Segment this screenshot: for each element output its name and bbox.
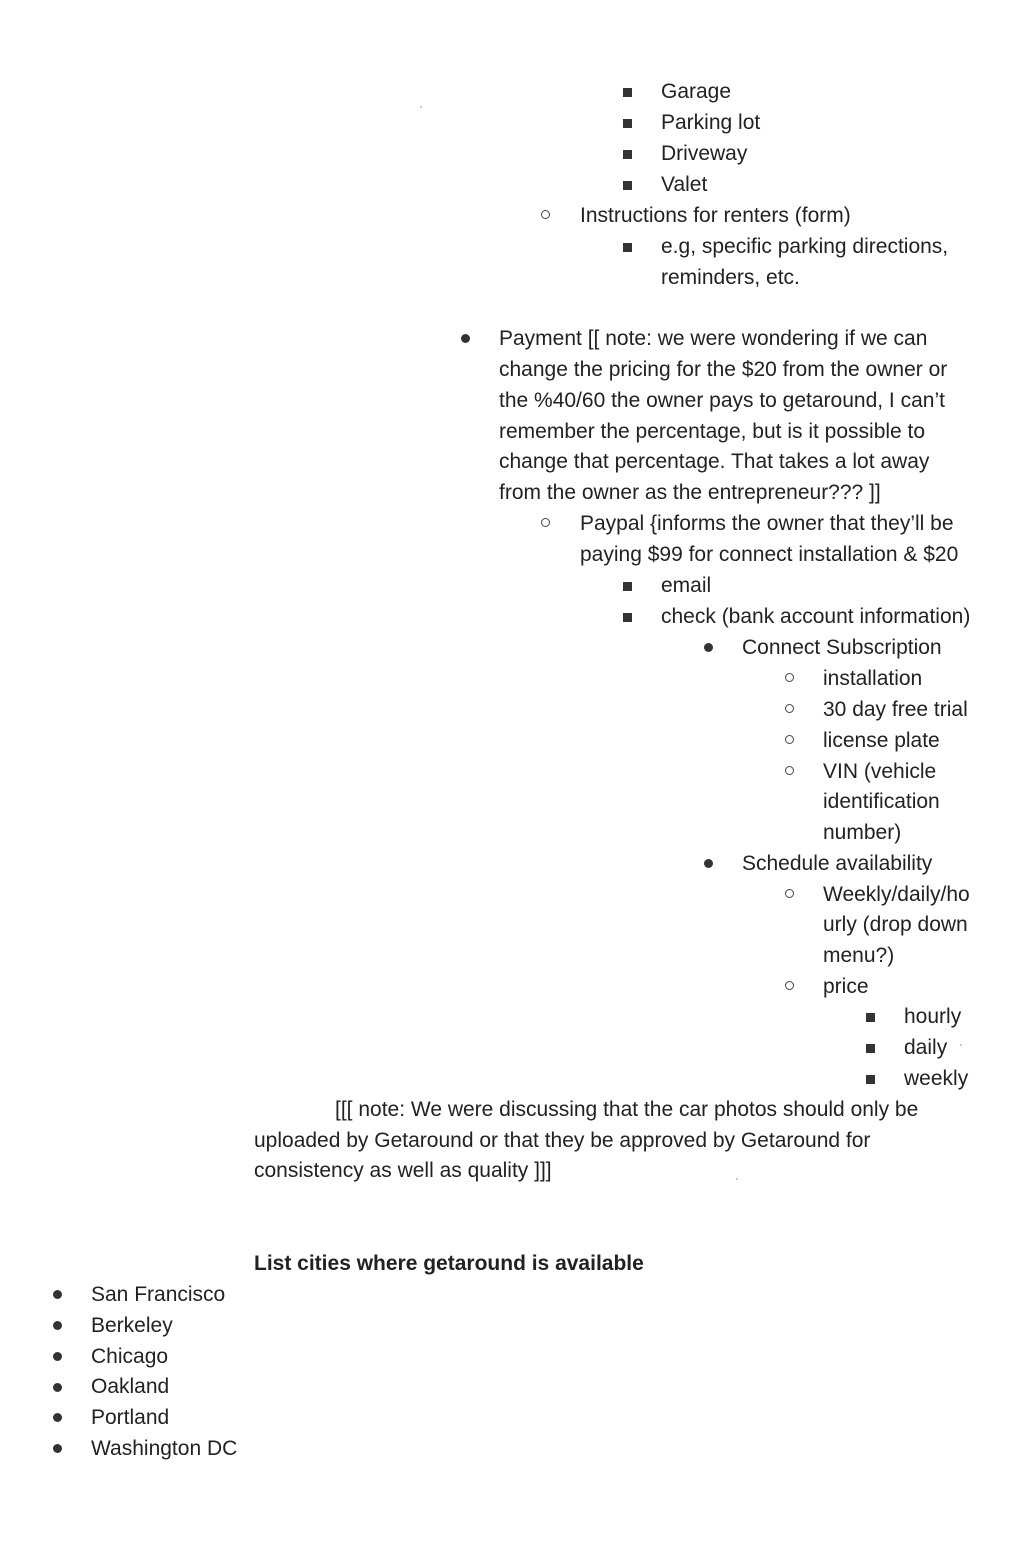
vin-line-2: identification	[823, 790, 940, 813]
instructions-example-line2: reminders, etc.	[661, 266, 800, 289]
vin-line-1: VIN (vehicle	[823, 760, 937, 783]
list-item-free-trial: 30 day free trial	[823, 698, 968, 721]
square-bullet-icon	[623, 613, 632, 622]
circle-bullet-icon	[541, 518, 550, 527]
instructions-example-line1: e.g, specific parking directions,	[661, 235, 949, 258]
disc-bullet-icon	[704, 643, 713, 652]
list-item-check: check (bank account information)	[661, 605, 971, 628]
list-item-connect-subscription: Connect Subscription	[742, 636, 942, 659]
square-bullet-icon	[623, 88, 632, 97]
square-bullet-icon	[623, 243, 632, 252]
square-bullet-icon	[623, 582, 632, 591]
photo-note-line-3: consistency as well as quality ]]]	[254, 1159, 552, 1182]
square-bullet-icon	[866, 1013, 875, 1022]
schedule-weekly-line-3: menu?)	[823, 944, 895, 967]
disc-bullet-icon	[53, 1352, 62, 1361]
disc-bullet-icon	[53, 1321, 62, 1330]
photo-note-line-2: uploaded by Getaround or that they be approved by Getaround for	[254, 1129, 871, 1152]
circle-bullet-icon	[785, 735, 794, 744]
disc-bullet-icon	[53, 1383, 62, 1392]
city-item: Oakland	[91, 1375, 170, 1398]
disc-bullet-icon	[53, 1444, 62, 1453]
square-bullet-icon	[623, 119, 632, 128]
list-item-valet: Valet	[661, 173, 708, 196]
city-item: Berkeley	[91, 1314, 173, 1337]
city-item: San Francisco	[91, 1283, 226, 1306]
list-item-installation: installation	[823, 667, 923, 690]
scan-speck	[420, 106, 422, 108]
vin-line-3: number)	[823, 821, 902, 844]
photo-note-line-1: [[[ note: We were discussing that the car photos should only be	[335, 1098, 919, 1121]
scan-speck	[960, 1044, 962, 1046]
circle-bullet-icon	[785, 673, 794, 682]
list-item-weekly: weekly	[904, 1067, 969, 1090]
payment-line-2: change the pricing for the $20 from the owner or	[499, 358, 948, 381]
scan-speck	[736, 1178, 738, 1180]
cities-heading: List cities where getaround is available	[254, 1252, 644, 1275]
list-item-schedule-availability: Schedule availability	[742, 852, 933, 875]
schedule-weekly-line-1: Weekly/daily/ho	[823, 883, 970, 906]
paypal-line-2: paying $99 for connect installation & $20	[580, 543, 959, 566]
circle-bullet-icon	[785, 889, 794, 898]
list-item-price: price	[823, 975, 869, 998]
list-item-license-plate: license plate	[823, 729, 940, 752]
schedule-weekly-line-2: urly (drop down	[823, 913, 968, 936]
circle-bullet-icon	[785, 981, 794, 990]
payment-line-3: the %40/60 the owner pays to getaround, I can’t	[499, 389, 945, 412]
disc-bullet-icon	[704, 859, 713, 868]
list-item-daily: daily	[904, 1036, 948, 1059]
list-item-email: email	[661, 574, 712, 597]
square-bullet-icon	[623, 150, 632, 159]
city-item: Washington DC	[91, 1437, 238, 1460]
list-item-hourly: hourly	[904, 1005, 962, 1028]
payment-line-5: change that percentage. That takes a lot away	[499, 450, 930, 473]
paypal-line-1: Paypal {informs the owner that they’ll be	[580, 512, 954, 535]
city-item: Portland	[91, 1406, 170, 1429]
circle-bullet-icon	[785, 704, 794, 713]
list-item-garage: Garage	[661, 80, 732, 103]
square-bullet-icon	[623, 181, 632, 190]
circle-bullet-icon	[541, 210, 550, 219]
payment-line-6: from the owner as the entrepreneur??? ]]	[499, 481, 881, 504]
list-item-driveway: Driveway	[661, 142, 748, 165]
list-item-instructions: Instructions for renters (form)	[580, 204, 851, 227]
circle-bullet-icon	[785, 766, 794, 775]
disc-bullet-icon	[461, 334, 470, 343]
square-bullet-icon	[866, 1044, 875, 1053]
payment-line-1: Payment [[ note: we were wondering if we can	[499, 327, 928, 350]
list-item-parking-lot: Parking lot	[661, 111, 761, 134]
square-bullet-icon	[866, 1075, 875, 1084]
disc-bullet-icon	[53, 1290, 62, 1299]
city-item: Chicago	[91, 1345, 169, 1368]
payment-line-4: remember the percentage, but is it possible to	[499, 420, 926, 443]
disc-bullet-icon	[53, 1413, 62, 1422]
